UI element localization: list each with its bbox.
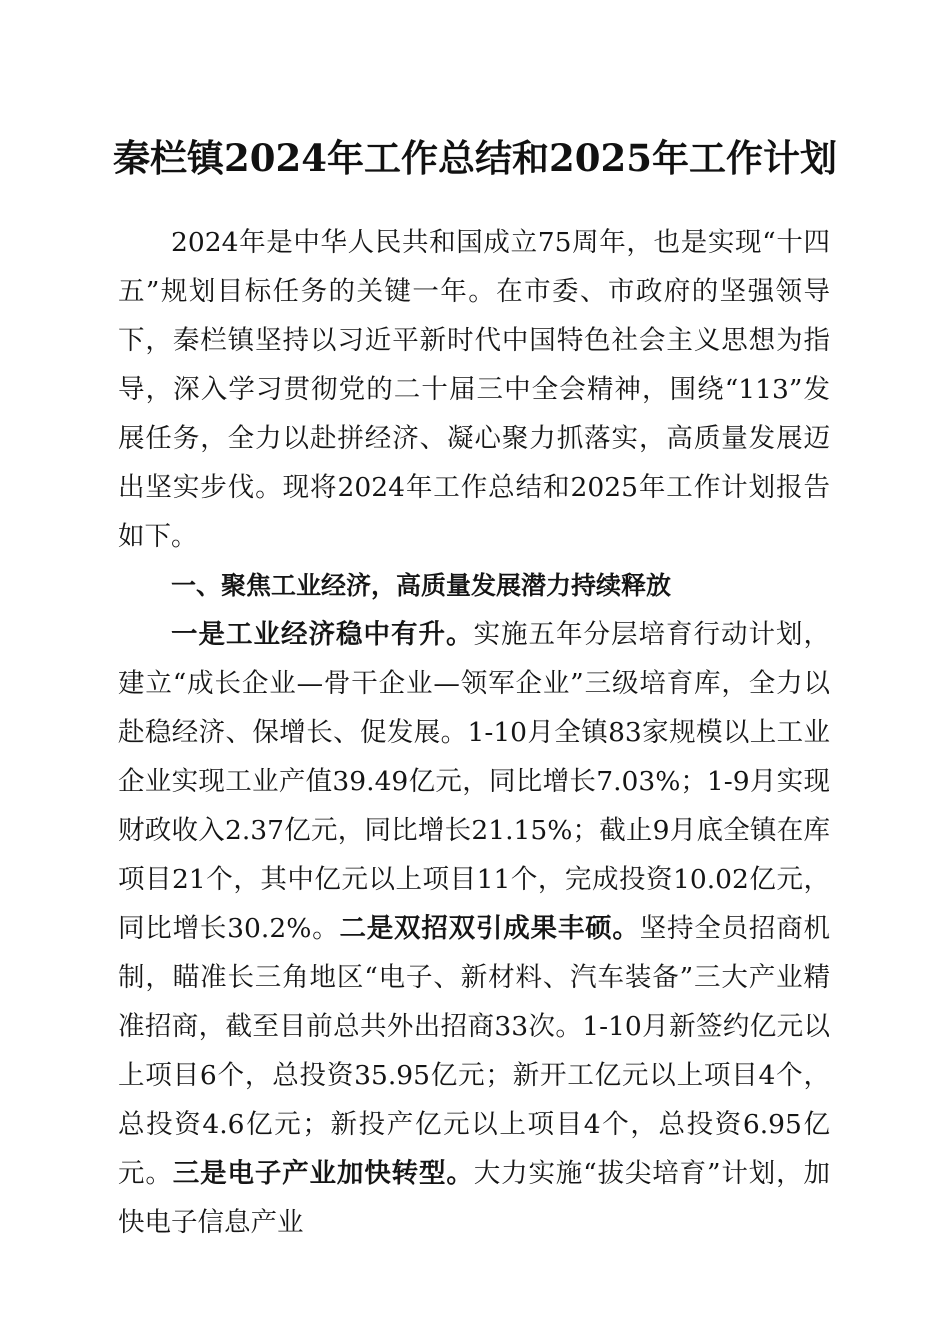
point-1-lead: 一是工业经济稳中有升。 bbox=[171, 619, 474, 650]
section-1-heading: 一、聚焦工业经济，高质量发展潜力持续释放 bbox=[171, 571, 672, 600]
point-2-text: 坚持全员招商机制，瞄准长三角地区“电子、新材料、汽车装备”三大产业精准招商，截至目前总共外出招商33次。1-10月新签约亿元以上项目6个，总投资35.95亿元；新开工亿元以上项目4个，总投资4.6亿元；新投产亿元以上项目4个，总投资6.95亿元。 bbox=[118, 913, 831, 1189]
point-3-lead: 三是电子产业加快转型。 bbox=[172, 1158, 474, 1189]
body-paragraph bbox=[118, 610, 830, 1247]
document-body bbox=[118, 218, 830, 1247]
intro-paragraph: 2024年是中华人民共和国成立75周年，也是实现“十四五”规划目标任务的关键一年。在市委、市政府的坚强领导下，秦栏镇坚持以习近平新时代中国特色社会主义思想为指导，深入学习贯彻党的二十届三中全会精神，围绕“113”发展任务，全力以赴拼经济、凝心聚力抓落实，高质量发展迈出坚实步伐。现将2024年工作总结和2025年工作计划报告如下。 bbox=[118, 227, 830, 552]
point-1-text: 实施五年分层培育行动计划，建立“成长企业—骨干企业—领军企业”三级培育库，全力以赴稳经济、保增长、促发展。1-10月全镇83家规模以上工业企业实现工业产值39.49亿元，同比增长7.03%；1-9月实现财政收入2.37亿元，同比增长21.15%；截止9月底全镇在库项目21个，其中亿元以上项目11个，完成投资10.02亿元，同比增长30.2%。 bbox=[118, 619, 830, 944]
document-title: 秦栏镇2024年工作总结和2025年工作计划 bbox=[113, 136, 837, 180]
point-2-lead: 二是双招双引成果丰硕。 bbox=[339, 913, 640, 944]
point-3-text: 大力实施“拔尖培育”计划，加快电子信息产业 bbox=[118, 1158, 831, 1238]
section-heading bbox=[118, 561, 830, 610]
